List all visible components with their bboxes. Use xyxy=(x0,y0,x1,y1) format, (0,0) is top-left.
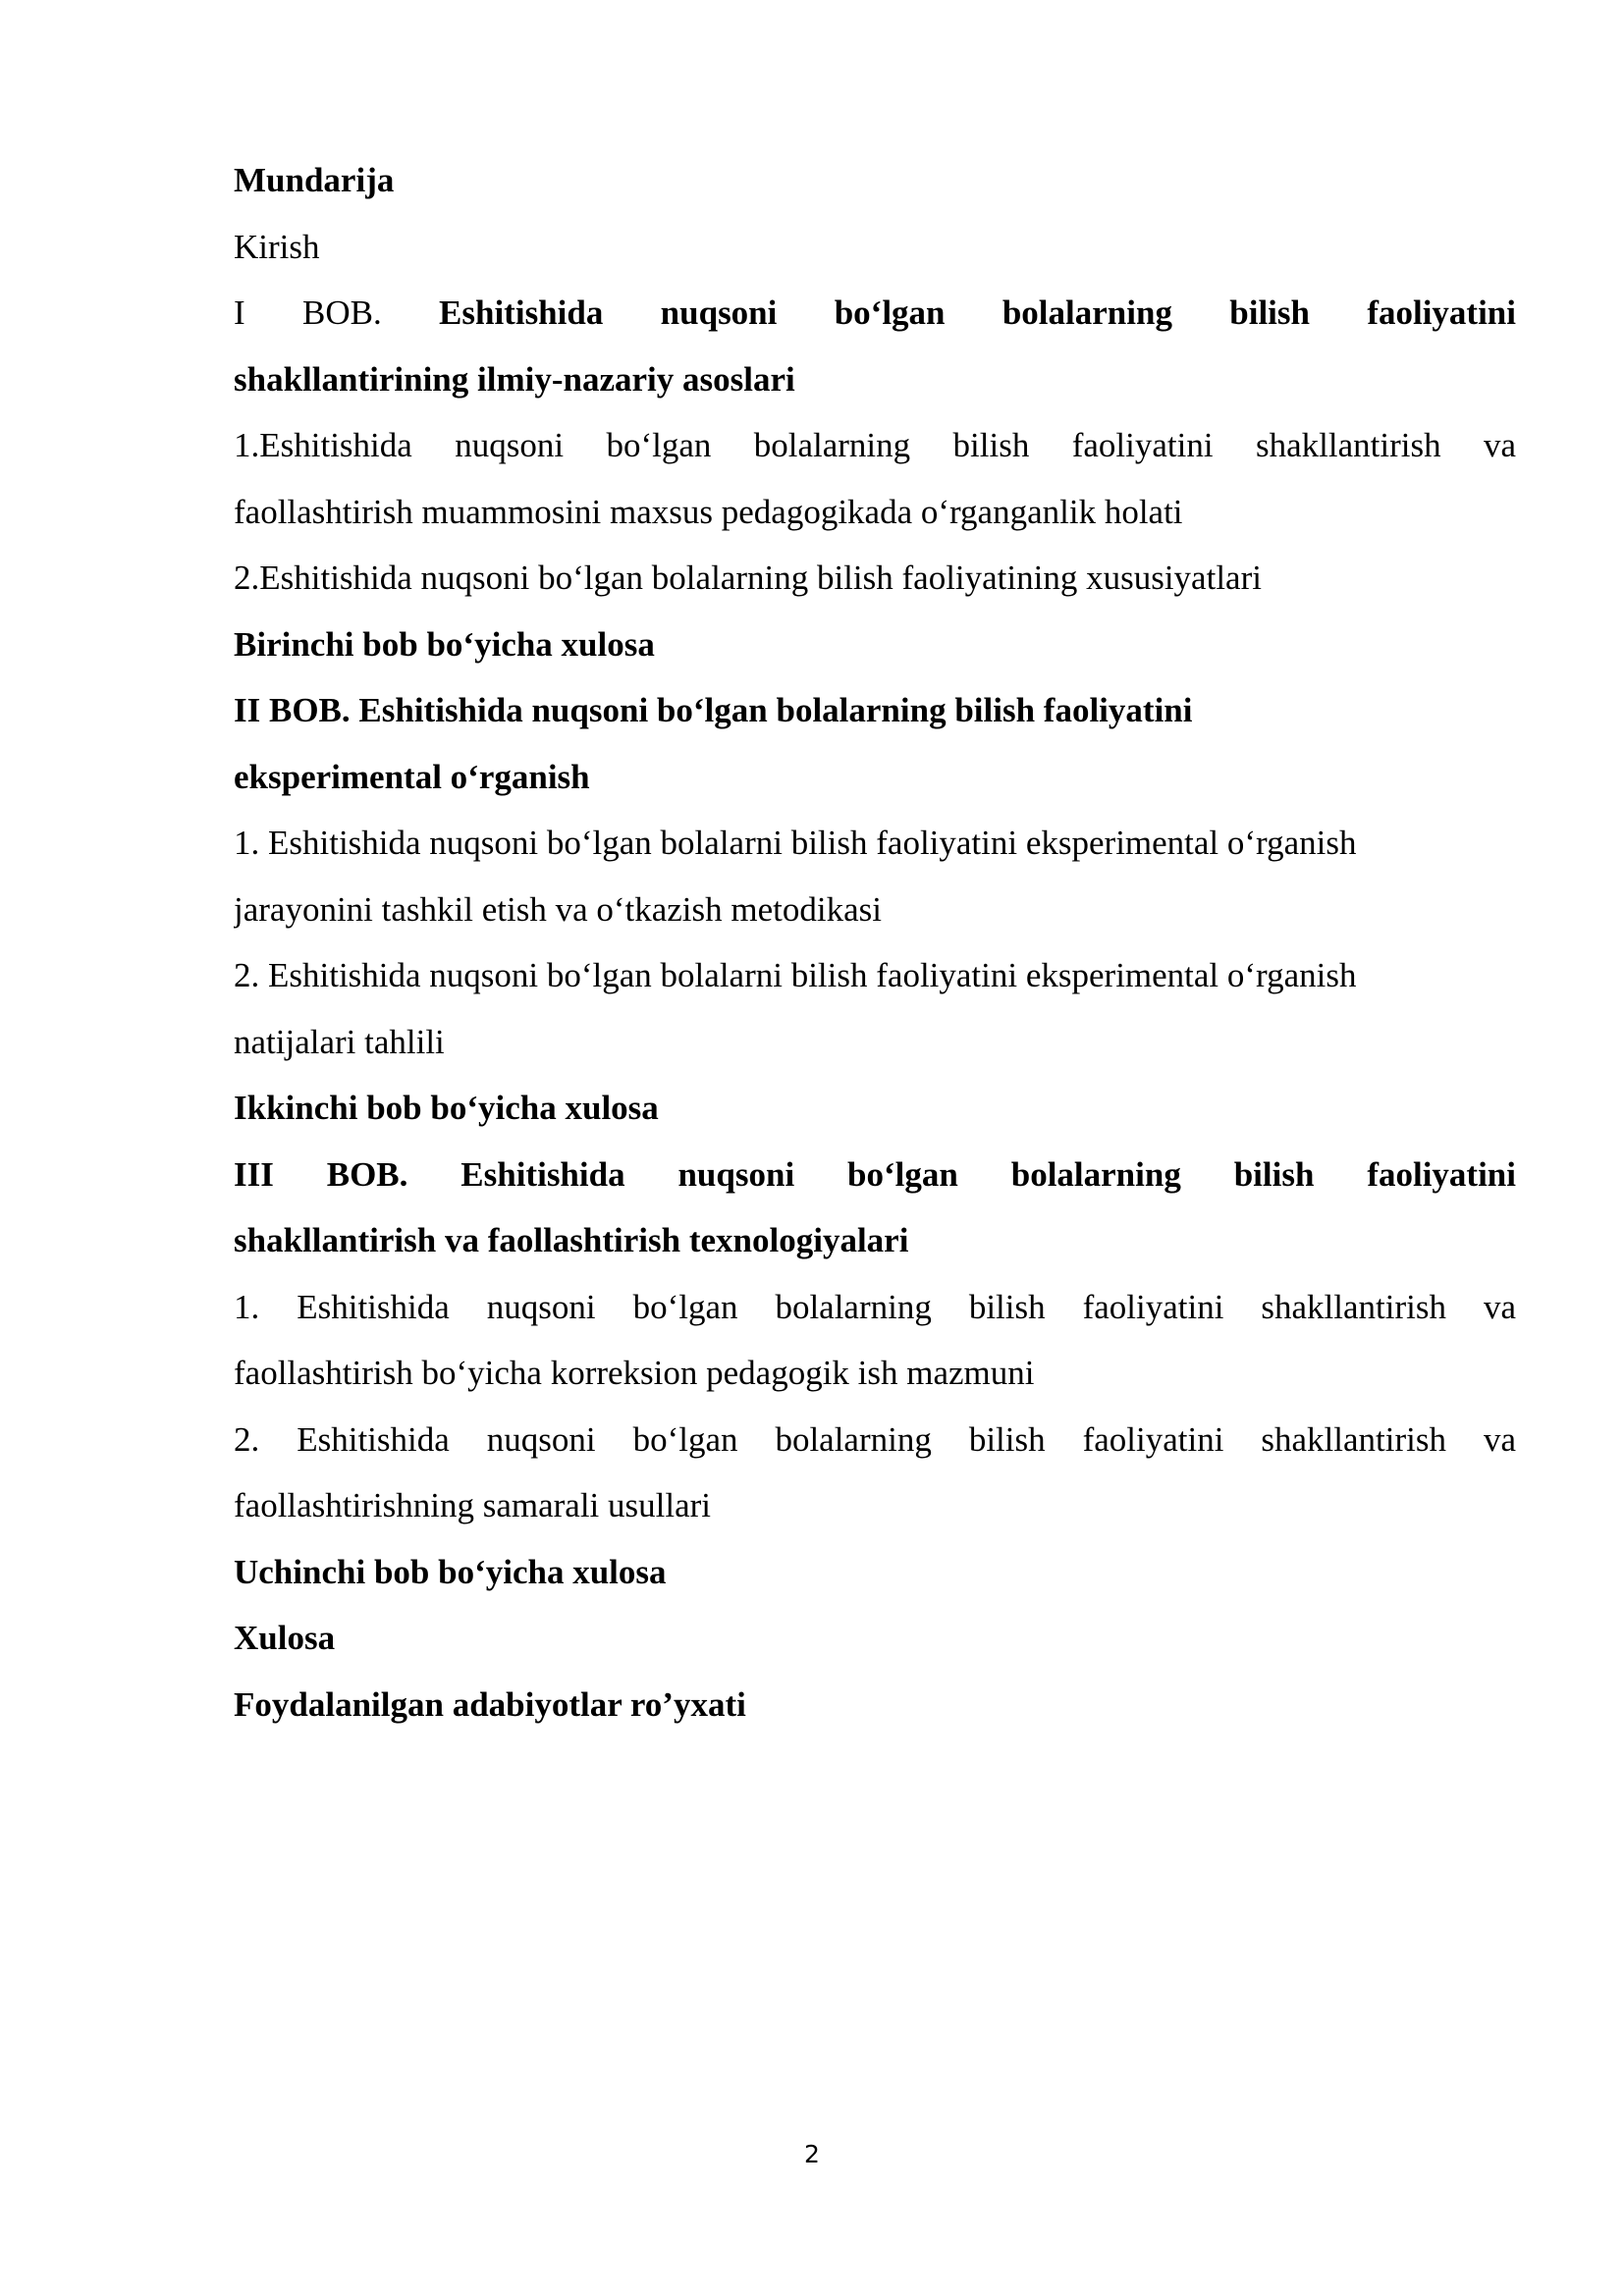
chapter1-section2: 2.Eshitishida nuqsoni bo‘lgan bolalarning bilish faoliyatining xususiyatlari xyxy=(234,559,1262,597)
chapter3-section1-line2: faollashtirish bo‘yicha korreksion pedagogik ish mazmuni xyxy=(234,1354,1035,1392)
chapter1-title-line1 xyxy=(234,280,1516,347)
chapter2-section2-line1: 2. Eshitishida nuqsoni bo‘lgan bolalarni bilish faoliyatini eksperimental o‘rganish xyxy=(234,956,1357,994)
chapter1-section1-line2: faollashtirish muammosini maxsus pedagogikada o‘rganganlik holati xyxy=(234,492,1183,531)
chapter3-section2-line2: faollashtirishning samarali usullari xyxy=(234,1486,712,1524)
page-number: 2 xyxy=(804,2140,820,2168)
chapter2-title-line1: II BOB. Eshitishida nuqsoni bo‘lgan bolalarning bilish faoliyatini xyxy=(234,691,1193,729)
chapter2-section1-line1: 1. Eshitishida nuqsoni bo‘lgan bolalarni bilish faoliyatini eksperimental o‘rganish xyxy=(234,824,1357,862)
chapter3-conclusion: Uchinchi bob bo‘yicha xulosa xyxy=(234,1552,667,1591)
chapter1-section1-line1: 1.Eshitishida nuqsoni bo‘lgan bolalarning bilish faoliyatini shakllantirish va xyxy=(234,426,1516,464)
toc-heading: Mundarija xyxy=(234,161,395,199)
chapter3-title-line2: shakllantirish va faollashtirish texnologiyalari xyxy=(234,1221,909,1259)
chapter1-title-line2: shakllantirining ilmiy-nazariy asoslari xyxy=(234,359,795,399)
chapter3-title-line1: III BOB. Eshitishida nuqsoni bo‘lgan bolalarning bilish faoliyatini xyxy=(234,1154,1516,1194)
chapter2-conclusion: Ikkinchi bob bo‘yicha xulosa xyxy=(234,1089,659,1127)
chapter1-conclusion: Birinchi bob bo‘yicha xulosa xyxy=(234,624,655,664)
toc-summary: Xulosa xyxy=(234,1619,336,1657)
chapter3-section2-line1: 2. Eshitishida nuqsoni bo‘lgan bolalarning bilish faoliyatini shakllantirish va xyxy=(234,1419,1516,1459)
toc-page xyxy=(234,147,1516,1737)
chapter2-section2-line2: natijalari tahlili xyxy=(234,1022,445,1061)
toc-intro: Kirish xyxy=(234,227,320,266)
chapter2-title-line2: eksperimental o‘rganish xyxy=(234,757,590,796)
chapter1-prefix: I BOB. xyxy=(234,294,382,332)
chapter1-title: Eshitishida nuqsoni bo‘lgan bolalarning bilish faoliyatini xyxy=(439,294,1516,332)
chapter3-section1-line1: 1. Eshitishida nuqsoni bo‘lgan bolalarning bilish faoliyatini shakllantirish va xyxy=(234,1287,1516,1326)
toc-bibliography: Foydalanilgan adabiyotlar ro’yxati xyxy=(234,1684,746,1724)
chapter2-section1-line2: jarayonini tashkil etish va o‘tkazish metodikasi xyxy=(234,889,882,929)
